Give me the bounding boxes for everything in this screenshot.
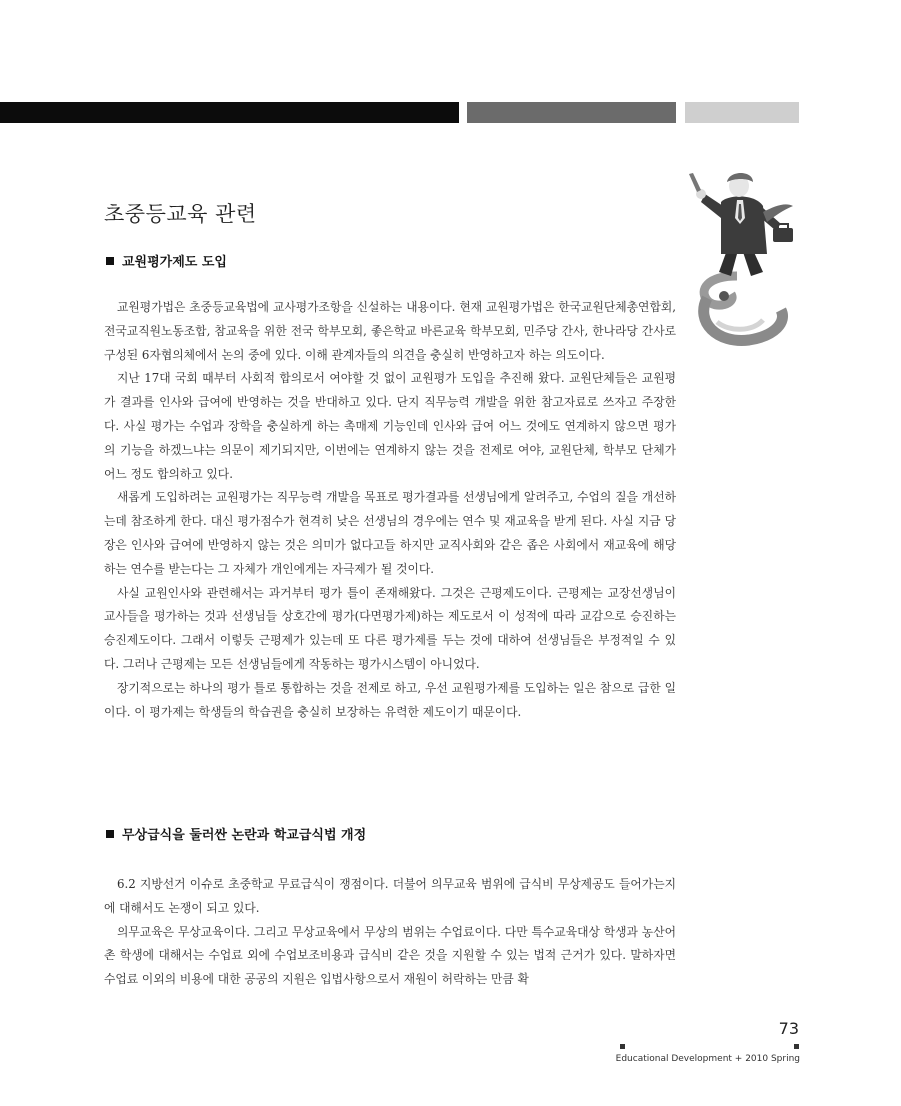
body-text-free-lunch xyxy=(104,873,676,992)
subsection-heading-text: 교원평가제도 도입 xyxy=(122,255,227,270)
section-title: 초중등교육 관련 xyxy=(104,202,257,226)
header-bar-black xyxy=(0,102,459,123)
body-text-teacher-evaluation xyxy=(104,296,676,724)
businessman-on-spiral-icon xyxy=(677,172,799,350)
paragraph: 의무교육은 무상교육이다. 그리고 무상교육에서 무상의 범위는 수업료이다. 다만 특수교육대상 학생과 농산어촌 학생에 대해서는 수업료 외에 수업보조비용과 급식비 같은 것을 지원할 수 있는 법적 근거가 있다. 말하자면 수업료 이외의 비용에 대한 공공의 지원은 입법사항으로서 재원이 허락하는 만큼 확 xyxy=(104,924,676,987)
paragraph: 장기적으로는 하나의 평가 틀로 통합하는 것을 전제로 하고, 우선 교원평가제를 도입하는 일은 참으로 급한 일이다. 이 평가제는 학생들의 학습권을 충실히 보장하는 유력한 제도이기 때문이다. xyxy=(104,680,676,719)
paragraph: 새롭게 도입하려는 교원평가는 직무능력 개발을 목표로 평가결과를 선생님에게 알려주고, 수업의 질을 개선하는데 참조하게 한다. 대신 평가점수가 현격히 낮은 선생님의 경우에는 연수 및 재교육을 받게 된다. 사실 지금 당장은 인사와 급여에 반영하지 않는 것은 의미가 없다고들 하지만 교직사회와 같은 좁은 사회에서 재교육에 해당하는 연수를 받는다는 그 자체가 개인에게는 자극제가 될 것이다. xyxy=(104,490,676,576)
footer-square-icon xyxy=(620,1044,625,1049)
paragraph: 교원평가법은 초중등교육법에 교사평가조항을 신설하는 내용이다. 현재 교원평가법은 한국교원단체총연합회, 전국교직원노동조합, 참교육을 위한 전국 학부모회, 좋은학교 바른교육 학부모회, 민주당 간사, 한나라당 간사로 구성된 6자협의체에서 논의 중에 있다. 이해 관계자들의 의견을 충실히 반영하고자 하는 의도이다. xyxy=(104,300,676,362)
journal-footer: Educational Development + 2010 Spring xyxy=(615,1054,800,1064)
square-bullet-icon xyxy=(106,257,114,265)
paragraph: 6.2 지방선거 이슈로 초중학교 무료급식이 쟁점이다. 더불어 의무교육 범위에 급식비 무상제공도 들어가는지에 대해서도 논쟁이 되고 있다. xyxy=(104,877,676,915)
paragraph: 지난 17대 국회 때부터 사회적 합의로서 여야할 것 없이 교원평가 도입을 추진해 왔다. 교원단체들은 교원평가 결과를 인사와 급여에 반영하는 것을 반대하고 있다. 단지 직무능력 개발을 위한 참고자료로 쓰자고 주장한다. 사실 평가는 수업과 장학을 충실하게 하는 촉매제 기능인데 인사와 급여 어느 것에도 연계하지 않으면 평가의 기능을 하겠느냐는 의문이 제기되지만, 이번에는 연계하지 않는 것을 전제로 여야, 교원단체, 학부모 단체가 어느 정도 합의하고 있다. xyxy=(104,371,676,481)
subsection-heading-teacher-evaluation xyxy=(106,251,227,270)
header-bar-light xyxy=(685,102,799,123)
subsection-heading-text: 무상급식을 둘러싼 논란과 학교급식법 개정 xyxy=(122,828,367,843)
page-number: 73 xyxy=(778,1019,799,1038)
paragraph: 사실 교원인사와 관련해서는 과거부터 평가 틀이 존재해왔다. 그것은 근평제도이다. 근평제는 교장선생님이 교사들을 평가하는 것과 선생님들 상호간에 평가(다면평가제)하는 제도로서 이 성적에 따라 교감으로 승진하는 승진제도이다. 그래서 이렇듯 근평제가 있는데 또 다른 평가제를 두는 것에 대하여 선생님들은 부정적일 수 있다. 그러나 근평제는 모든 선생님들에게 작동하는 평가시스템이 아니었다. xyxy=(104,585,676,671)
header-bar-gray xyxy=(467,102,676,123)
footer-square-icon xyxy=(794,1044,799,1049)
square-bullet-icon xyxy=(106,830,114,838)
subsection-heading-free-lunch xyxy=(106,824,366,843)
